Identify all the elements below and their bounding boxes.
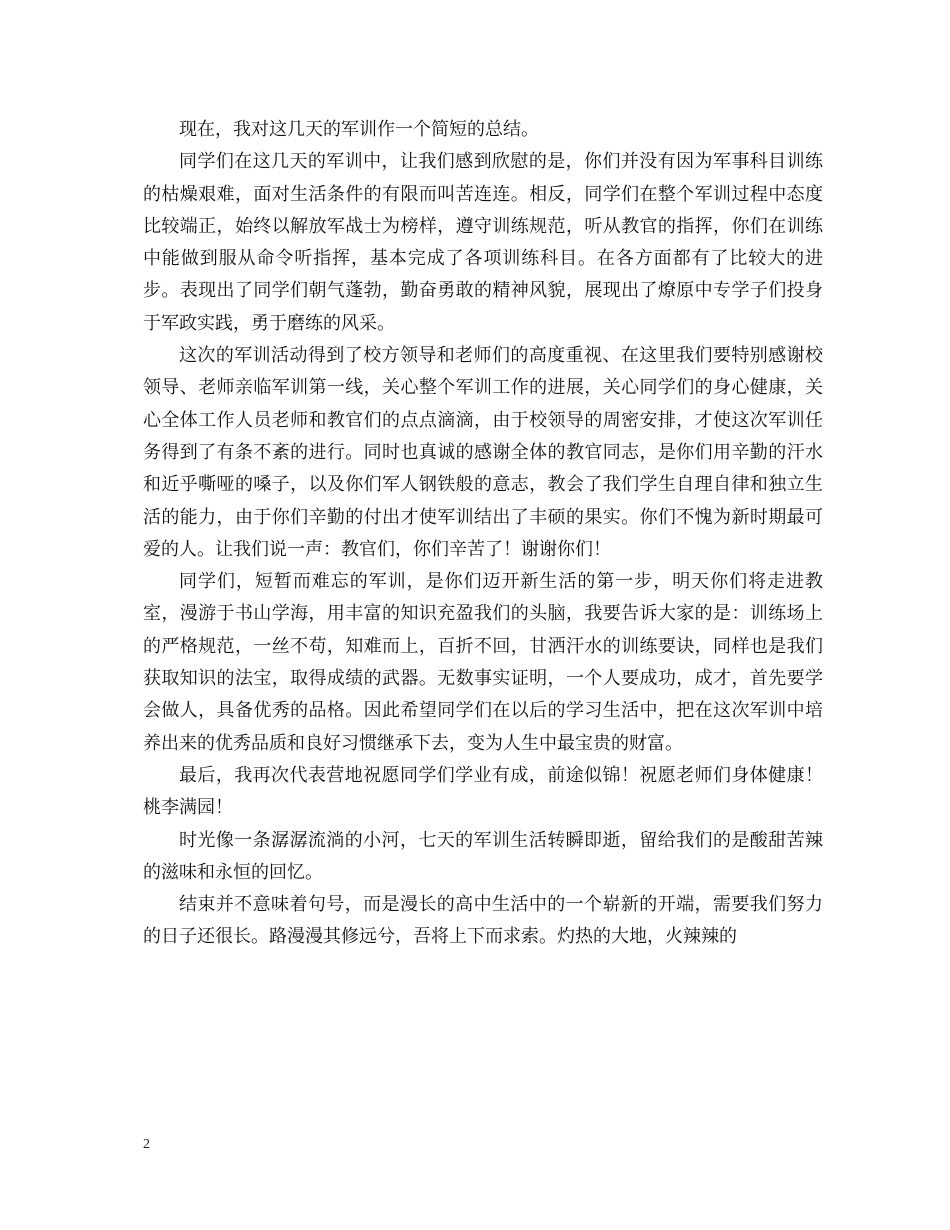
paragraph-new-beginning: 结束并不意味着句号，而是漫长的高中生活中的一个崭新的开端，需要我们努力的日子还很长。路漫漫其修远兮，吾将上下而求索。灼热的大地，火辣辣的 <box>143 894 823 948</box>
document-body <box>143 114 823 954</box>
paragraph-training-performance: 同学们在这几天的军训中，让我们感到欣慰的是，你们并没有因为军事科目训练的枯燥艰难，面对生活条件的有限而叫苦连连。相反，同学们在整个军训过程中态度比较端正，始终以解放军战士为榜样，遵守训练规范，听从教官的指挥，你们在训练中能做到服从命令听指挥，基本完成了各项训练科目。在各方面都有了比较大的进步。表现出了同学们朝气蓬勃，勤奋勇敢的精神风貌，展现出了燎原中专学子们投身于军政实践，勇于磨练的风采。 <box>143 151 823 334</box>
paragraph-time-passes: 时光像一条潺潺流淌的小河，七天的军训生活转瞬即逝，留给我们的是酸甜苦辣的滋味和永恒的回忆。 <box>143 829 823 883</box>
paragraph-wishes: 最后，我再次代表营地祝愿同学们学业有成，前途似锦！祝愿老师们身体健康！桃李满园！ <box>143 764 823 819</box>
paragraph-summary-intro: 现在，我对这几天的军训作一个简短的总结。 <box>179 119 539 140</box>
paragraph-thanks: 这次的军训活动得到了校方领导和老师们的高度重视、在这里我们要特别感谢校领导、老师亲临军训第一线，关心整个军训工作的进展，关心同学们的身心健康，关心全体工作人员老师和教官们的点点滴滴，由于校领导的周密安排，才使这次军训任务得到了有条不紊的进行。同时也真诚的感谢全体的教官同志，是你们用辛勤的汗水和近乎嘶哑的嗓子，以及你们军人钢铁般的意志，教会了我们学生自理自律和独立生活的能力，由于你们辛勤的付出才使军训结出了丰硕的果实。你们不愧为新时期最可爱的人。让我们说一声：教官们，你们辛苦了！谢谢你们！ <box>143 345 823 560</box>
paragraph-future-study: 同学们，短暂而难忘的军训，是你们迈开新生活的第一步，明天你们将走进教室，漫游于书山学海，用丰富的知识充盈我们的头脑，我要告诉大家的是：训练场上的严格规范，一丝不苟，知难而上，百折不回，甘洒汗水的训练要诀，同样也是我们获取知识的法宝，取得成绩的武器。无数事实证明，一个人要成功，成才，首先要学会做人，具备优秀的品格。因此希望同学们在以后的学习生活中，把在这次军训中培养出来的优秀品质和良好习惯继承下去，变为人生中最宝贵的财富。 <box>143 571 823 754</box>
page-number: 2 <box>143 1137 150 1152</box>
